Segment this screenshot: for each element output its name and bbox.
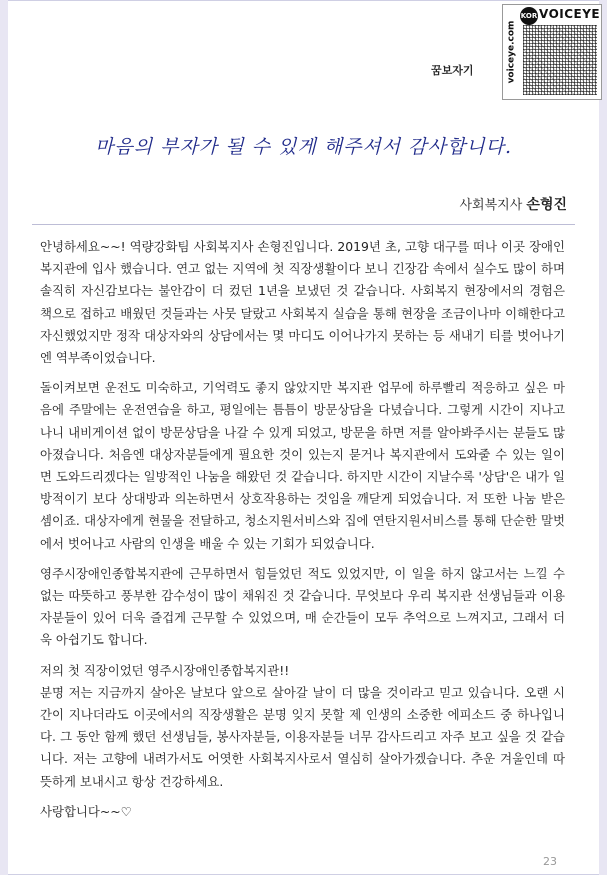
voiceye-logo: VOICEYE bbox=[539, 7, 601, 21]
article-body bbox=[40, 236, 565, 831]
author-role: 사회복지사 bbox=[459, 198, 523, 213]
author-name: 손형진 bbox=[526, 197, 567, 213]
paragraph: 영주시장애인종합복지관에 근무하면서 힘들었던 적도 있었지만, 이 일을 하지 않고서는 느낄 수 없는 따뜻하고 풍부한 감수성이 많이 채워진 것 같습니다. 무엇보다 우리 복지관 선생님들과 이용자분들이 있어 더욱 즐겁게 근무할 수 있었으며, 매 순간들이 모두 추억으로 느껴지고, 그래서 더욱 아쉽기도 합니다. bbox=[40, 565, 565, 648]
page-number: 23 bbox=[543, 855, 557, 868]
paragraph: 분명 저는 지금까지 살아온 날보다 앞으로 살아갈 날이 더 많을 것이라고 믿고 있습니다. 오랜 시간이 지나더라도 이곳에서의 직장생활은 분명 잊지 못할 제 인생의 소중한 에피소드 중 하나입니다. 그 동안 함께 했던 선생님들, 봉사자분들, 이용자분들 너무 감사드리고 자주 보고 싶을 것 같습니다. 저는 고향에 내려가서도 어엿한 사회복지사로서 열심히 살아가겠습니다. 추운 겨울인데 따뜻하게 보내시고 항상 건강하세요. bbox=[40, 684, 565, 789]
paragraph: 저의 첫 직장이었던 영주시장애인종합복지관!! bbox=[40, 662, 290, 678]
voiceye-kor-badge: KOR bbox=[520, 7, 538, 25]
author-byline bbox=[459, 194, 567, 214]
author-divider bbox=[32, 224, 575, 225]
article-title: 마음의 부자가 될 수 있게 해주셔서 감사합니다. bbox=[94, 136, 512, 158]
paragraph: 사랑합니다~~♡ bbox=[40, 803, 132, 819]
voiceye-pattern bbox=[523, 25, 597, 95]
section-label: 꿈보자기 bbox=[431, 64, 474, 77]
voiceye-side-text: voiceye.com bbox=[506, 20, 517, 84]
voiceye-code bbox=[502, 4, 602, 100]
paragraph: 안녕하세요~~! 역량강화팀 사회복지사 손형진입니다. 2019년 초, 고향 대구를 떠나 이곳 장애인복지관에 입사 했습니다. 연고 없는 지역에 첫 직장생활이다 보니 긴장감 속에서 실수도 많이 하며 솔직히 자신감보다는 불안감이 더 컸던 1년을 보냈던 것 같습니다. 사회복지 현장에서의 경험은 책으로 접하고 배웠던 것들과는 사뭇 달랐고 사회복지 실습을 통해 현장을 조금이나마 이해한다고 자신했었지만 정작 대상자와의 상담에서는 몇 마디도 이어나가지 못하는 등 새내기 티를 벗어나기엔 역부족이었습니다. bbox=[40, 239, 565, 366]
paragraph: 돌이켜보면 운전도 미숙하고, 기억력도 좋지 않았지만 복지관 업무에 하루빨리 적응하고 싶은 마음에 주말에는 운전연습을 하고, 평일에는 틈틈이 방문상담을 다녔습니다. 그렇게 시간이 지나고 나니 내비게이션 없이 방문상담을 나갈 수 있게 되었고, 방문을 하면 저를 알아봐주시는 분들도 많아졌습니다. 처음엔 대상자분들에게 필요한 것이 있는지 묻거나 복지관에서 도와줄 수 있는 일이면 도와드리겠다는 일방적인 나눔을 해왔던 것 같습니다. 하지만 시간이 지날수록 '상담'은 내가 일방적이기 보다 상대방과 의논하면서 상호작용하는 것임을 깨닫게 되었습니다. 저 또한 나눔 받은 셈이죠. 대상자에게 현물을 전달하고, 청소지원서비스와 집에 연탄지원서비스를 통해 단순한 말벗에서 벗어나고 사람의 인생을 배울 수 있는 기회가 되었습니다. bbox=[40, 380, 565, 551]
